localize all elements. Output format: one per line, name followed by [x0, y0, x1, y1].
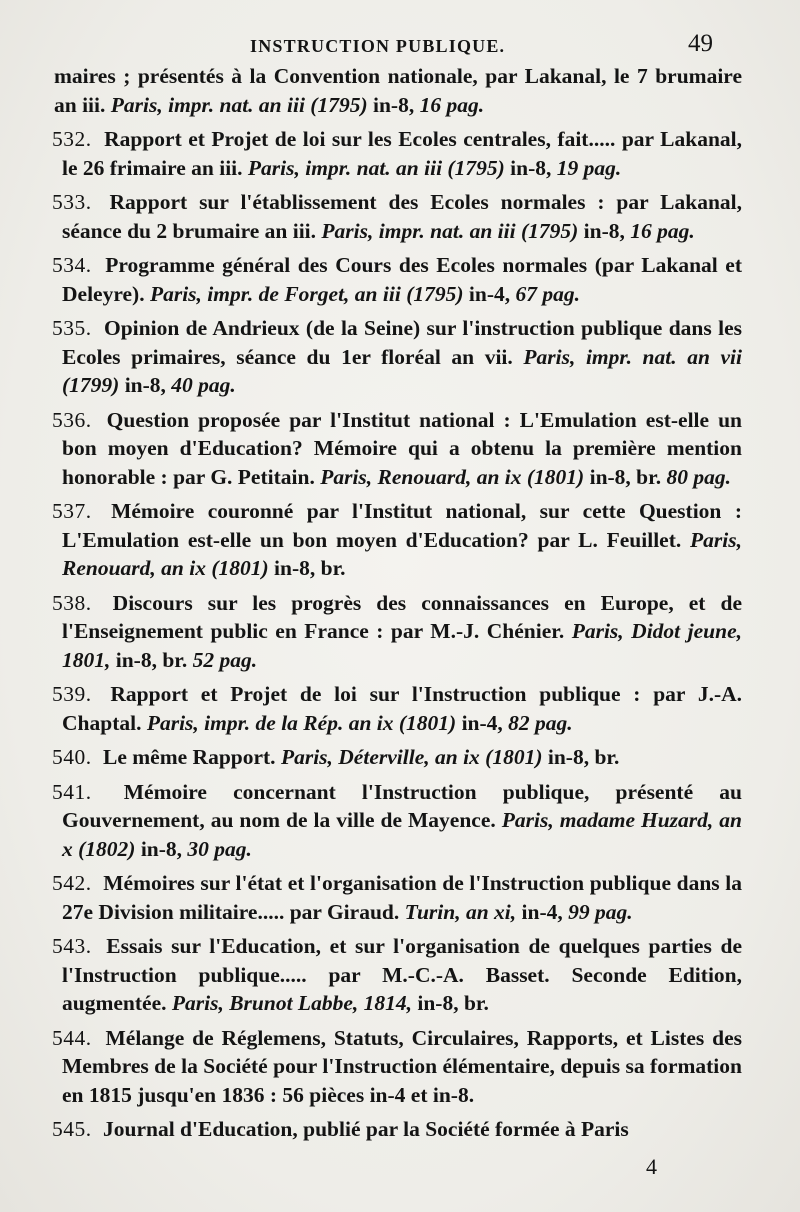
entry-format: in-8, br.	[584, 464, 667, 489]
entry-text: Mélange de Réglemens, Statuts, Circulaires, Rapports, et Listes des Membres de la Société pour l'Instruction élémentaire, depuis sa formation en 1815 jusqu'en 1836 : 56 pièces in-4 et in-8.	[62, 1025, 742, 1107]
entry-text: Journal d'Education, publié par la Société formée à Paris	[103, 1117, 629, 1141]
list-item	[52, 314, 742, 400]
entry-text: Rapport sur l'établissement des Ecoles normales : par Lakanal, séance du 2 brumaire an iii.	[62, 190, 743, 243]
entry-text: Question proposée par l'Institut national : L'Emulation est-elle un bon moyen d'Education? Mémoire qui a obtenu la première mention honorable : par G. Petitain.	[62, 407, 743, 489]
list-item	[52, 932, 742, 1018]
entry-imprint: Paris, Renouard, an ix (1801)	[320, 464, 585, 489]
entry-format: in-8, br.	[542, 745, 620, 769]
list-item	[52, 497, 742, 583]
entry-format: in-4,	[516, 899, 569, 924]
entry-text: Essais sur l'Education, et sur l'organisation de quelques parties de l'Instruction publique..... par M.-C.-A. Basset. Seconde Edition, augmentée.	[62, 934, 742, 1015]
list-item	[52, 188, 742, 245]
entry-text: Mémoires sur l'état et l'organisation de l'Instruction publique dans la 27e Division militaire..... par Giraud.	[62, 871, 742, 924]
entry-imprint: Paris, impr. nat. an iii (1795)	[247, 155, 505, 180]
entry-pages: 80 pag.	[666, 464, 731, 489]
entry-imprint: Paris, Didot jeune, 1801,	[62, 619, 742, 672]
entry-pages: 40 pag.	[171, 373, 236, 397]
entry-number: 545.	[52, 1117, 92, 1141]
page-number: 49	[688, 30, 713, 57]
entry-number: 532.	[52, 127, 92, 151]
entry-number: 536.	[52, 407, 92, 432]
entry-number: 540.	[52, 745, 92, 769]
entry-pages: 16 pag.	[419, 92, 485, 117]
entry-number: 541.	[52, 779, 92, 804]
entry-number: 544.	[52, 1025, 92, 1050]
entry-format: in-8, br.	[110, 647, 193, 672]
entry-imprint: Paris, impr. nat. an vii (1799)	[62, 344, 742, 397]
entry-text: Rapport et Projet de loi sur l'Instruction publique : par J.-A. Chaptal.	[62, 682, 743, 735]
entry-pages: 16 pag.	[630, 218, 695, 243]
entry-format: in-8,	[578, 218, 631, 243]
entry-number: 534.	[52, 253, 92, 277]
entry-text: Programme général des Cours des Ecoles normales (par Lakanal et Deleyre).	[62, 253, 743, 306]
entry-imprint: Paris, Renouard, an ix (1801)	[62, 527, 742, 580]
list-item	[52, 125, 742, 182]
entry-number: 543.	[52, 934, 92, 958]
entry-pages: 99 pag.	[568, 899, 633, 924]
entry-imprint: Paris, madame Huzard, an x (1802)	[62, 808, 742, 861]
entry-imprint: Paris, impr. nat. an iii (1795)	[321, 218, 579, 243]
entry-imprint: Turin, an xi,	[404, 899, 517, 924]
entry-format: in-8, br.	[412, 991, 489, 1015]
running-head	[0, 30, 800, 60]
list-item	[52, 778, 742, 864]
entry-text: Mémoire couronné par l'Institut national, sur cette Question : L'Emulation est-elle un bon moyen d'Education? par L. Feuillet.	[62, 499, 742, 552]
running-head-title: INSTRUCTION PUBLIQUE.	[250, 36, 506, 56]
list-item	[52, 743, 742, 772]
list-item	[52, 406, 742, 492]
entry-format: in-8,	[135, 836, 188, 861]
entry-format: in-8,	[119, 373, 172, 397]
entry-number: 539.	[52, 682, 92, 706]
entry-number: 542.	[52, 871, 92, 895]
entry-continuation	[52, 62, 742, 119]
entry-number: 538.	[52, 590, 92, 615]
entry-pages: 30 pag.	[187, 836, 252, 861]
entry-text: Rapport et Projet de loi sur les Ecoles centrales, fait..... par Lakanal, le 26 frimaire an iii.	[62, 127, 742, 180]
entry-format: in-4,	[463, 281, 516, 306]
entry-format: in-8, br.	[268, 556, 346, 580]
entry-format: in-4,	[456, 710, 509, 735]
entry-text: Discours sur les progrès des connaissances en Europe, et de l'Enseignement public en France : par M.-J. Chénier.	[62, 590, 742, 643]
entry-imprint: Paris, impr. de la Rép. an ix (1801)	[146, 710, 457, 735]
entry-pages: 67 pag.	[515, 281, 580, 306]
entry-pages: 82 pag.	[508, 710, 573, 735]
entry-imprint: Paris, impr. de Forget, an iii (1795)	[149, 281, 464, 306]
list-item	[52, 589, 742, 675]
entry-number: 535.	[52, 316, 92, 340]
entry-imprint: Paris, Brunot Labbe, 1814,	[171, 991, 412, 1015]
list-item	[52, 251, 742, 308]
entry-text: Le même Rapport.	[103, 745, 276, 769]
entry-format: in-8,	[367, 92, 420, 117]
entry-format: in-8,	[504, 155, 557, 180]
signature-mark: 4	[646, 1154, 657, 1179]
entry-number: 537.	[52, 499, 92, 523]
list-item	[52, 680, 742, 737]
list-item	[52, 1024, 742, 1110]
entry-pages: 19 pag.	[556, 155, 622, 180]
bibliography-list	[52, 62, 742, 1150]
entry-text: Mémoire concernant l'Instruction publique, présenté au Gouvernement, au nom de la ville de Mayence.	[62, 779, 742, 832]
entry-number: 533.	[52, 190, 92, 214]
entry-text: Opinion de Andrieux (de la Seine) sur l'instruction publique dans les Ecoles primaires, séance du 1er floréal an vii.	[62, 316, 742, 369]
list-item	[52, 1115, 742, 1144]
entry-imprint: Paris, impr. nat. an iii (1795)	[110, 92, 368, 117]
list-item	[52, 869, 742, 926]
entry-imprint: Paris, Déterville, an ix (1801)	[280, 745, 543, 769]
entry-pages: 52 pag.	[192, 647, 258, 672]
entry-text: maires ; présentés à la Convention nationale, par Lakanal, le 7 brumaire an iii.	[54, 64, 742, 117]
